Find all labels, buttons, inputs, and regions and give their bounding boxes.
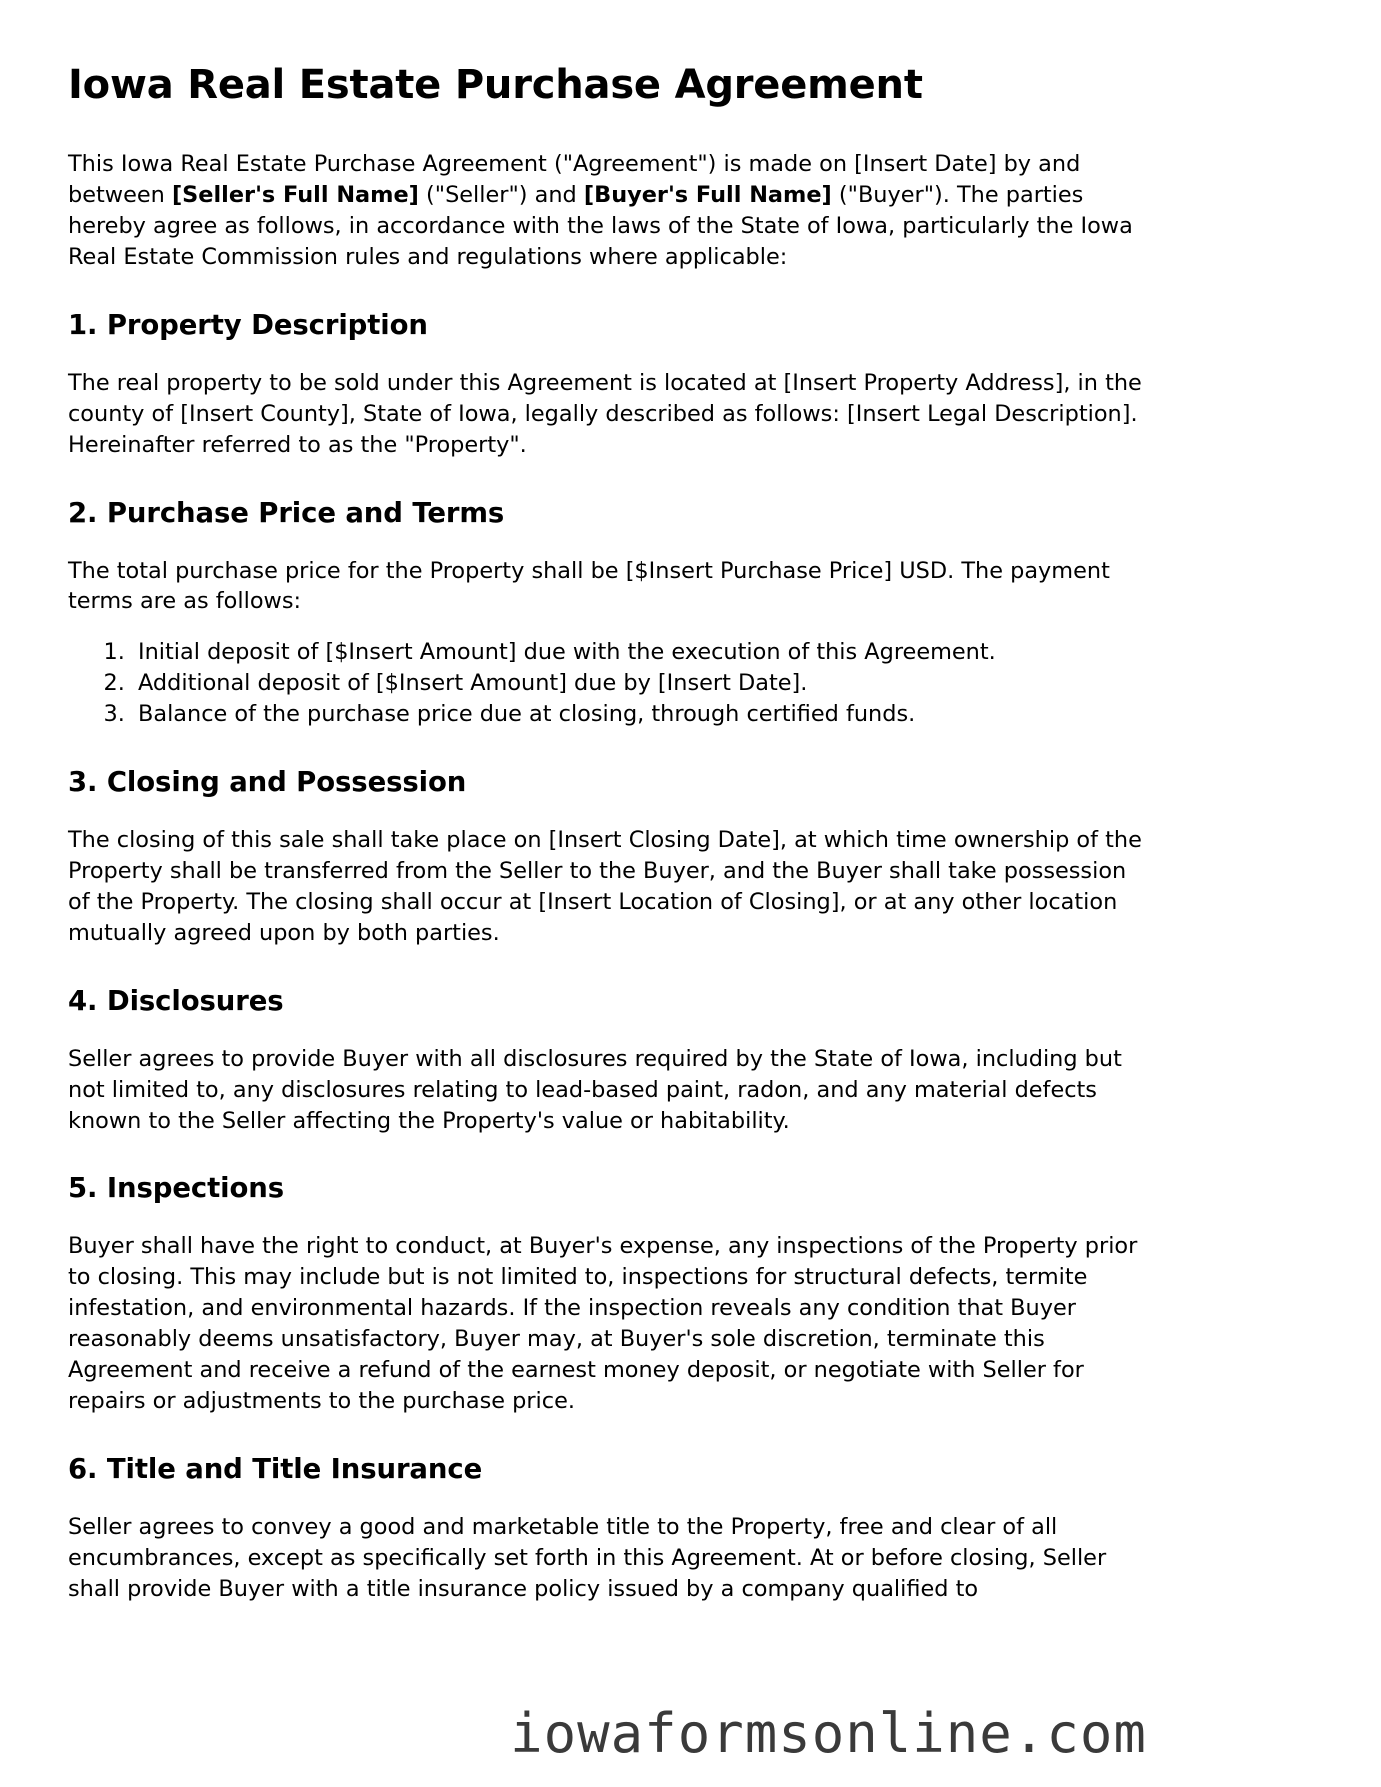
intro-text-part3: ("Buyer"). The parties hereby agree as follows, in accordance with the laws of the State of Iowa, particularly the Iowa Real Estate Commission rules and regulations where applicable: (68, 182, 1133, 270)
list-item: 3. Balance of the purchase price due at closing, through certified funds. (132, 699, 1148, 730)
section-heading-disclosures: 4. Disclosures (68, 984, 284, 1017)
section-heading-purchase-price-and-terms: 2. Purchase Price and Terms (68, 496, 505, 529)
intro-text-part1: This Iowa Real Estate Purchase Agreement ("Agreement") is made on [Insert Date] by and between (68, 151, 1081, 209)
section-heading-inspections: 5. Inspections (68, 1172, 284, 1205)
section-heading-title-and-title-insurance: 6. Title and Title Insurance (68, 1452, 483, 1485)
section-body-disclosures: Seller agrees to provide Buyer with all disclosures required by the State of Iowa, including but not limited to, any disclosures relating to lead-based paint, radon, and any material defects known to the Seller affecting the Property's value or habitability. (68, 1045, 1122, 1134)
list-item: 1. Initial deposit of [$Insert Amount] due with the execution of this Agreement. (132, 637, 1148, 668)
section-body-purchase-price-and-terms: The total purchase price for the Property shall be [$Insert Purchase Price] USD. The payment terms are as follows: (68, 557, 1110, 615)
seller-name-placeholder: [Seller's Full Name] (171, 182, 419, 209)
section-body-property-description: The real property to be sold under this Agreement is located at [Insert Property Address], in the county of [Insert County], State of Iowa, legally described as follows: [Insert Legal Description]. Hereinafter referred to as the "Property". (68, 369, 1142, 458)
intro-text-part2: ("Seller") and (418, 182, 584, 209)
intro-paragraph (68, 149, 1148, 273)
section-body-closing-and-possession: The closing of this sale shall take place on [Insert Closing Date], at which time ownership of the Property shall be transferred from the Seller to the Buyer, and the Buyer shall take possession of the Property. The closing shall occur at [Insert Location of Closing], or at any other location mutually agreed upon by both parties. (68, 827, 1142, 946)
payment-terms-list (68, 637, 1148, 730)
site-watermark: iowaformsonline.com (510, 1702, 1147, 1765)
page-title: Iowa Real Estate Purchase Agreement (68, 62, 923, 108)
section-body-inspections: Buyer shall have the right to conduct, at Buyer's expense, any inspections of the Property prior to closing. This may include but is not limited to, inspections for structural defects, termite infestation, and environmental hazards. If the inspection reveals any condition that Buyer reasonably deems unsatisfactory, Buyer may, at Buyer's sole discretion, terminate this Agreement and receive a refund of the earnest money deposit, or negotiate with Seller for repairs or adjustments to the purchase price. (68, 1233, 1138, 1414)
list-item: 2. Additional deposit of [$Insert Amount] due by [Insert Date]. (132, 668, 1148, 699)
section-heading-property-description: 1. Property Description (68, 308, 428, 341)
document-content (68, 62, 1148, 1613)
section-heading-closing-and-possession: 3. Closing and Possession (68, 766, 467, 799)
buyer-name-placeholder: [Buyer's Full Name] (583, 182, 832, 209)
section-body-title-and-title-insurance: Seller agrees to convey a good and marketable title to the Property, free and clear of all encumbrances, except as specifically set forth in this Agreement. At or before closing, Seller shall provide Buyer with a title insurance policy issued by a company qualified to (68, 1513, 1107, 1602)
